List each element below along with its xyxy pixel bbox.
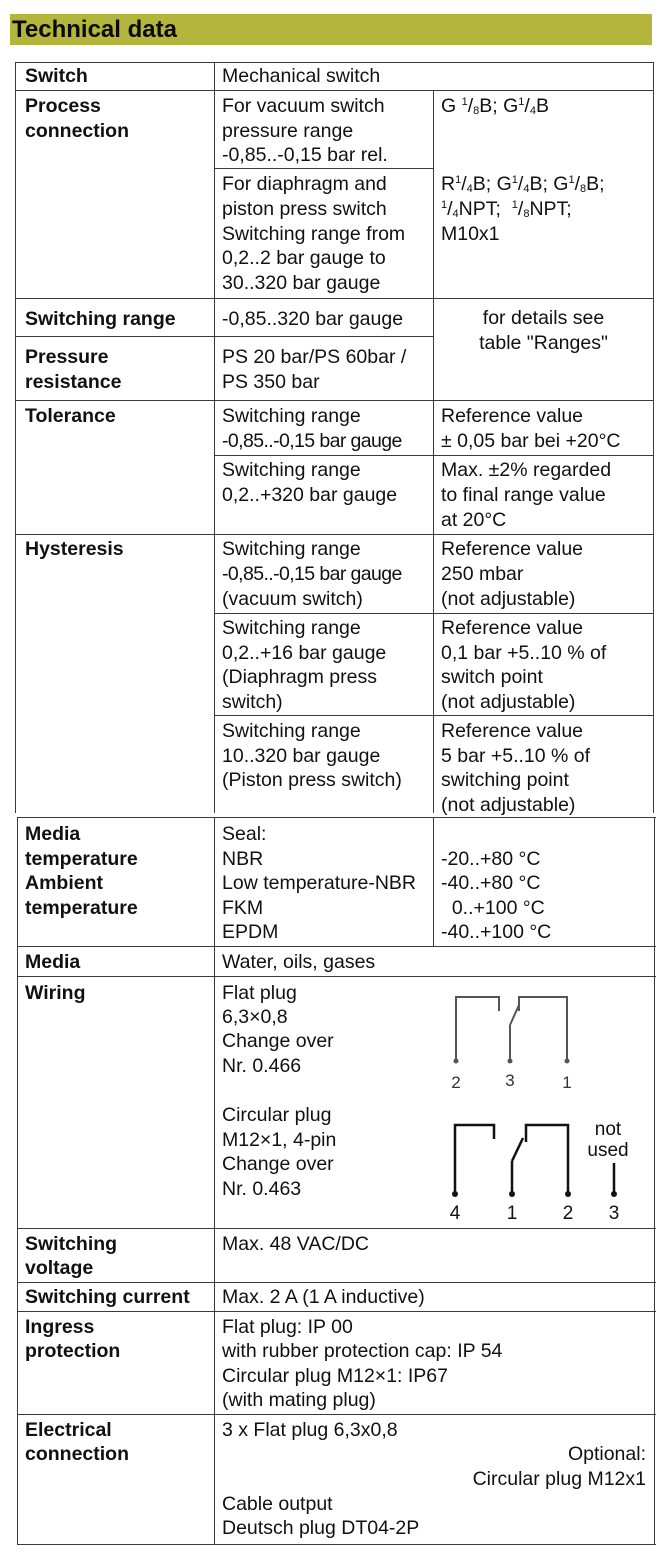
flat-pin-label: 1 — [562, 1073, 572, 1092]
row-label-switching-current: Switching current — [25, 1286, 190, 1308]
tolerance-value-1: ± 0,05 bar bei +20°C — [441, 430, 621, 452]
hysteresis-range-1: (vacuum switch) — [222, 588, 363, 610]
row-label-switching-voltage: Switching — [25, 1233, 118, 1255]
electrical-value: Deutsch plug DT04-2P — [222, 1517, 420, 1539]
row-label-pressure-resistance: resistance — [25, 371, 122, 393]
table-border-left — [15, 62, 16, 813]
hysteresis-value-2: 0,1 bar +5..10 % of — [441, 642, 607, 664]
row-divider — [17, 976, 656, 977]
hysteresis-value-1: (not adjustable) — [441, 588, 576, 610]
hysteresis-value-1: Reference value — [441, 538, 584, 560]
row-divider — [17, 1228, 656, 1229]
hysteresis-range-2: switch) — [222, 691, 283, 713]
switching-voltage-value: Max. 48 VAC/DC — [222, 1233, 370, 1255]
column-divider-1 — [214, 62, 215, 813]
hysteresis-value-2: Reference value — [441, 617, 584, 639]
tolerance-value-2: to final range value — [441, 484, 606, 506]
hysteresis-value-3: Reference value — [441, 720, 584, 742]
row-divider — [17, 946, 656, 947]
row-divider — [17, 1282, 656, 1283]
media-value: Water, oils, gases — [222, 951, 376, 973]
switch-value: Mechanical switch — [222, 65, 381, 87]
column-divider-1b — [214, 817, 215, 1545]
row-label-pressure-resistance: Pressure — [25, 346, 109, 368]
details-note: for details see table "Ranges" — [479, 307, 608, 354]
row-label-ingress: protection — [25, 1340, 121, 1362]
row-divider — [15, 534, 654, 535]
section-title: Technical data — [12, 16, 177, 43]
tolerance-range-1: -0,85..-0,15 bar gauge — [222, 430, 402, 452]
pressure-resistance-value: PS 350 bar — [222, 371, 320, 393]
row-divider — [214, 455, 654, 456]
section-title-bar — [10, 14, 652, 45]
circular-pin-label: 3 — [608, 1203, 620, 1223]
row-label-tolerance: Tolerance — [25, 405, 116, 427]
row-label-electrical: Electrical — [25, 1419, 112, 1441]
row-label-media: Media — [25, 951, 81, 973]
hysteresis-value-2: (not adjustable) — [441, 691, 576, 713]
electrical-value: 3 x Flat plug 6,3x0,8 — [222, 1419, 398, 1441]
row-divider — [214, 715, 654, 716]
table-border-top — [15, 62, 654, 63]
column-divider-2 — [433, 90, 434, 813]
circular-pin-label: 2 — [562, 1203, 574, 1223]
tolerance-range-2: 0,2..+320 bar gauge — [222, 484, 398, 506]
row-label-hysteresis: Hysteresis — [25, 538, 124, 560]
pressure-resistance-value: PS 20 bar/PS 60bar / — [222, 346, 407, 368]
wiring-diagrams — [440, 985, 652, 1223]
switching-current-value: Max. 2 A (1 A inductive) — [222, 1286, 425, 1308]
row-divider — [15, 336, 434, 337]
column-divider-2b — [433, 817, 434, 946]
hysteresis-range-3: (Piston press switch) — [222, 769, 402, 791]
row-label-switch: Switch — [25, 65, 88, 87]
flat-plug-diagram — [456, 997, 567, 1061]
circular-pin-label: 1 — [506, 1203, 518, 1223]
circular-plug-terminals — [452, 1191, 617, 1197]
flat-pin-label: 2 — [451, 1073, 461, 1092]
row-divider — [15, 90, 654, 91]
row-divider — [17, 1311, 656, 1312]
hysteresis-range-1: -0,85..-0,15 bar gauge — [222, 563, 402, 585]
tolerance-value-2: Max. ±2% regarded — [441, 459, 612, 481]
hysteresis-value-3: switching point — [441, 769, 569, 791]
row-divider — [15, 298, 654, 299]
hysteresis-value-2: switch point — [441, 666, 543, 688]
row-label-wiring: Wiring — [25, 982, 86, 1004]
row-label-switching-range: Switching range — [25, 308, 176, 330]
row-divider — [15, 400, 654, 401]
row-divider — [214, 613, 654, 614]
tolerance-value-1: Reference value — [441, 405, 584, 427]
row-label-process: Process — [25, 95, 101, 117]
row-label-electrical: connection — [25, 1443, 130, 1465]
tolerance-range-2: Switching range — [222, 459, 361, 481]
tolerance-value-2: at 20°C — [441, 509, 507, 531]
hysteresis-range-3: 10..320 bar gauge — [222, 745, 381, 767]
flat-plug-terminals — [454, 1059, 570, 1064]
hysteresis-range-1: Switching range — [222, 538, 361, 560]
row-label-switching-voltage: voltage — [25, 1257, 94, 1279]
tolerance-range-1: Switching range — [222, 405, 361, 427]
row-divider — [214, 168, 434, 169]
table-border-right-2 — [654, 817, 655, 1545]
row-divider — [17, 1414, 656, 1415]
table-border-right — [653, 62, 654, 813]
seal-header: Seal: — [222, 823, 267, 845]
hysteresis-value-3: (not adjustable) — [441, 794, 576, 816]
hysteresis-range-2: (Diaphragm press — [222, 666, 377, 688]
row-label-process: connection — [25, 120, 130, 142]
hysteresis-value-3: 5 bar +5..10 % of — [441, 745, 591, 767]
electrical-optional: Optional: Circular plug M12x1 — [472, 1443, 646, 1490]
electrical-value: Cable output — [222, 1493, 333, 1515]
flat-pin-label: 3 — [505, 1071, 515, 1090]
switching-range-value: -0,85..320 bar gauge — [222, 308, 404, 330]
row-label-ingress: Ingress — [25, 1316, 95, 1338]
hysteresis-range-3: Switching range — [222, 720, 361, 742]
table-border-bottom — [17, 1544, 656, 1545]
not-used-label: used — [587, 1140, 629, 1161]
table-border-left-2 — [17, 817, 18, 1545]
not-used-label: not — [594, 1119, 622, 1140]
hysteresis-range-2: Switching range — [222, 617, 361, 639]
vacuum-connections: G $^1/_8B$; $G^1/_4B$ — [441, 95, 549, 117]
hysteresis-value-1: 250 mbar — [441, 563, 524, 585]
circular-pin-label: 4 — [449, 1203, 461, 1223]
hysteresis-range-2: 0,2..+16 bar gauge — [222, 642, 387, 664]
